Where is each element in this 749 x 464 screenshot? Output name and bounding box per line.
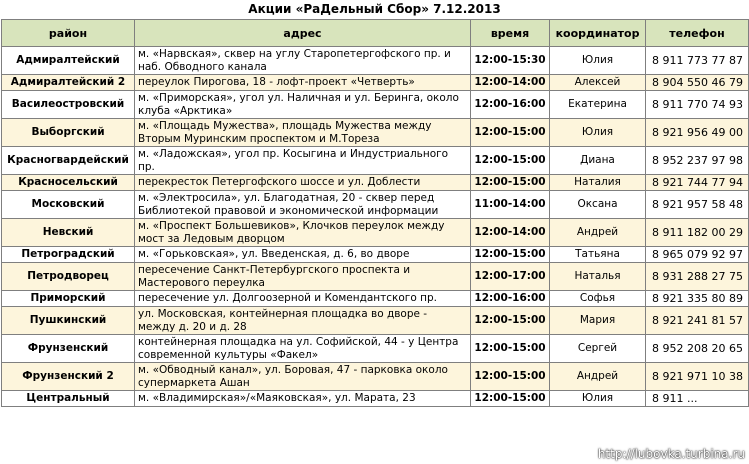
address-cell: переулок Пирогова, 18 - лофт-проект «Четверть»	[135, 75, 471, 91]
phone-cell: 8 921 957 58 48	[646, 191, 749, 219]
time-cell: 11:00-14:00	[471, 191, 550, 219]
time-cell: 12:00-15:00	[471, 363, 550, 391]
address-cell: м. «Проспект Большевиков», Клочков переулок между мост за Ледовым дворцом	[135, 219, 471, 247]
district-cell: Приморский	[2, 291, 135, 307]
coordinator-cell: Юлия	[550, 47, 646, 75]
phone-cell: 8 911 770 74 93	[646, 91, 749, 119]
phone-cell: 8 952 208 20 65	[646, 335, 749, 363]
district-cell: Красносельский	[2, 175, 135, 191]
time-cell: 12:00-15:00	[471, 119, 550, 147]
address-cell: м. «Электросила», ул. Благодатная, 20 - сквер перед Библиотекой правовой и экономической информации	[135, 191, 471, 219]
table-row	[2, 147, 749, 175]
district-cell: Фрунзенский 2	[2, 363, 135, 391]
phone-cell: 8 965 079 92 97	[646, 247, 749, 263]
time-cell: 12:00-15:00	[471, 175, 550, 191]
table-row	[2, 91, 749, 119]
district-cell: Фрунзенский	[2, 335, 135, 363]
address-cell: пересечение Санкт-Петербургского проспекта и Мастерового переулка	[135, 263, 471, 291]
phone-cell: 8 921 956 49 00	[646, 119, 749, 147]
address-cell: м. «Ладожская», угол пр. Косыгина и Индустриального пр.	[135, 147, 471, 175]
time-cell: 12:00-14:00	[471, 75, 550, 91]
table-row	[2, 191, 749, 219]
phone-cell: 8 921 971 10 38	[646, 363, 749, 391]
coordinator-cell: Алексей	[550, 75, 646, 91]
header-row	[2, 20, 749, 47]
address-cell: м. «Нарвская», сквер на углу Старопетергофского пр. и наб. Обводного канала	[135, 47, 471, 75]
coordinator-cell: Диана	[550, 147, 646, 175]
watermark: http://lubovka.turbina.ru	[597, 447, 745, 461]
coordinator-cell: Софья	[550, 291, 646, 307]
time-cell: 12:00-15:00	[471, 335, 550, 363]
district-cell: Московский	[2, 191, 135, 219]
coordinator-cell: Наталья	[550, 263, 646, 291]
header-district: район	[2, 20, 135, 47]
district-cell: Пушкинский	[2, 307, 135, 335]
time-cell: 12:00-16:00	[471, 291, 550, 307]
time-cell: 12:00-15:00	[471, 147, 550, 175]
phone-cell: 8 904 550 46 79	[646, 75, 749, 91]
phone-cell: 8 911 773 77 87	[646, 47, 749, 75]
table-row	[2, 47, 749, 75]
district-cell: Адмиралтейский	[2, 47, 135, 75]
table-row	[2, 391, 749, 407]
table-row	[2, 307, 749, 335]
phone-cell: 8 911 ...	[646, 391, 749, 407]
table-row	[2, 247, 749, 263]
address-cell: м. «Площадь Мужества», площадь Мужества между Вторым Муринским проспектом и М.Тореза	[135, 119, 471, 147]
address-cell: пересечение ул. Долгоозерной и Комендантского пр.	[135, 291, 471, 307]
table-row	[2, 291, 749, 307]
phone-cell: 8 921 744 77 94	[646, 175, 749, 191]
header-time: время	[471, 20, 550, 47]
address-cell: м. «Обводный канал», ул. Боровая, 47 - парковка около супермаркета Ашан	[135, 363, 471, 391]
time-cell: 12:00-15:30	[471, 47, 550, 75]
coordinator-cell: Андрей	[550, 219, 646, 247]
coordinator-cell: Андрей	[550, 363, 646, 391]
coordinator-cell: Екатерина	[550, 91, 646, 119]
time-cell: 12:00-15:00	[471, 247, 550, 263]
table-row	[2, 75, 749, 91]
time-cell: 12:00-16:00	[471, 91, 550, 119]
phone-cell: 8 952 237 97 98	[646, 147, 749, 175]
address-cell: м. «Владимирская»/«Маяковская», ул. Марата, 23	[135, 391, 471, 407]
district-cell: Красногвардейский	[2, 147, 135, 175]
coordinator-cell: Юлия	[550, 391, 646, 407]
coordinator-cell: Юлия	[550, 119, 646, 147]
district-cell: Адмиралтейский 2	[2, 75, 135, 91]
time-cell: 12:00-15:00	[471, 391, 550, 407]
coordinator-cell: Сергей	[550, 335, 646, 363]
district-cell: Невский	[2, 219, 135, 247]
coordinator-cell: Татьяна	[550, 247, 646, 263]
page-title: Акции «РаДельный Сбор» 7.12.2013	[248, 2, 501, 16]
coordinator-cell: Мария	[550, 307, 646, 335]
address-cell: ул. Московская, контейнерная площадка во дворе - между д. 20 и д. 28	[135, 307, 471, 335]
table-row	[2, 335, 749, 363]
time-cell: 12:00-17:00	[471, 263, 550, 291]
phone-cell: 8 931 288 27 75	[646, 263, 749, 291]
coordinator-cell: Оксана	[550, 191, 646, 219]
district-cell: Выборгский	[2, 119, 135, 147]
header-coordinator: координатор	[550, 20, 646, 47]
events-table	[1, 19, 749, 407]
header-phone: телефон	[646, 20, 749, 47]
phone-cell: 8 921 335 80 89	[646, 291, 749, 307]
phone-cell: 8 911 182 00 29	[646, 219, 749, 247]
table-row	[2, 219, 749, 247]
header-address: адрес	[135, 20, 471, 47]
table-row	[2, 175, 749, 191]
address-cell: перекресток Петергофского шоссе и ул. Доблести	[135, 175, 471, 191]
address-cell: м. «Приморская», угол ул. Наличная и ул. Беринга, около клуба «Арктика»	[135, 91, 471, 119]
table-row	[2, 119, 749, 147]
table-row	[2, 363, 749, 391]
district-cell: Петроградский	[2, 247, 135, 263]
district-cell: Петродворец	[2, 263, 135, 291]
district-cell: Центральный	[2, 391, 135, 407]
table-row	[2, 263, 749, 291]
coordinator-cell: Наталия	[550, 175, 646, 191]
phone-cell: 8 921 241 81 57	[646, 307, 749, 335]
time-cell: 12:00-14:00	[471, 219, 550, 247]
address-cell: м. «Горьковская», ул. Введенская, д. 6, во дворе	[135, 247, 471, 263]
district-cell: Василеостровский	[2, 91, 135, 119]
address-cell: контейнерная площадка на ул. Софийской, 44 - у Центра современной культуры «Факел»	[135, 335, 471, 363]
time-cell: 12:00-15:00	[471, 307, 550, 335]
